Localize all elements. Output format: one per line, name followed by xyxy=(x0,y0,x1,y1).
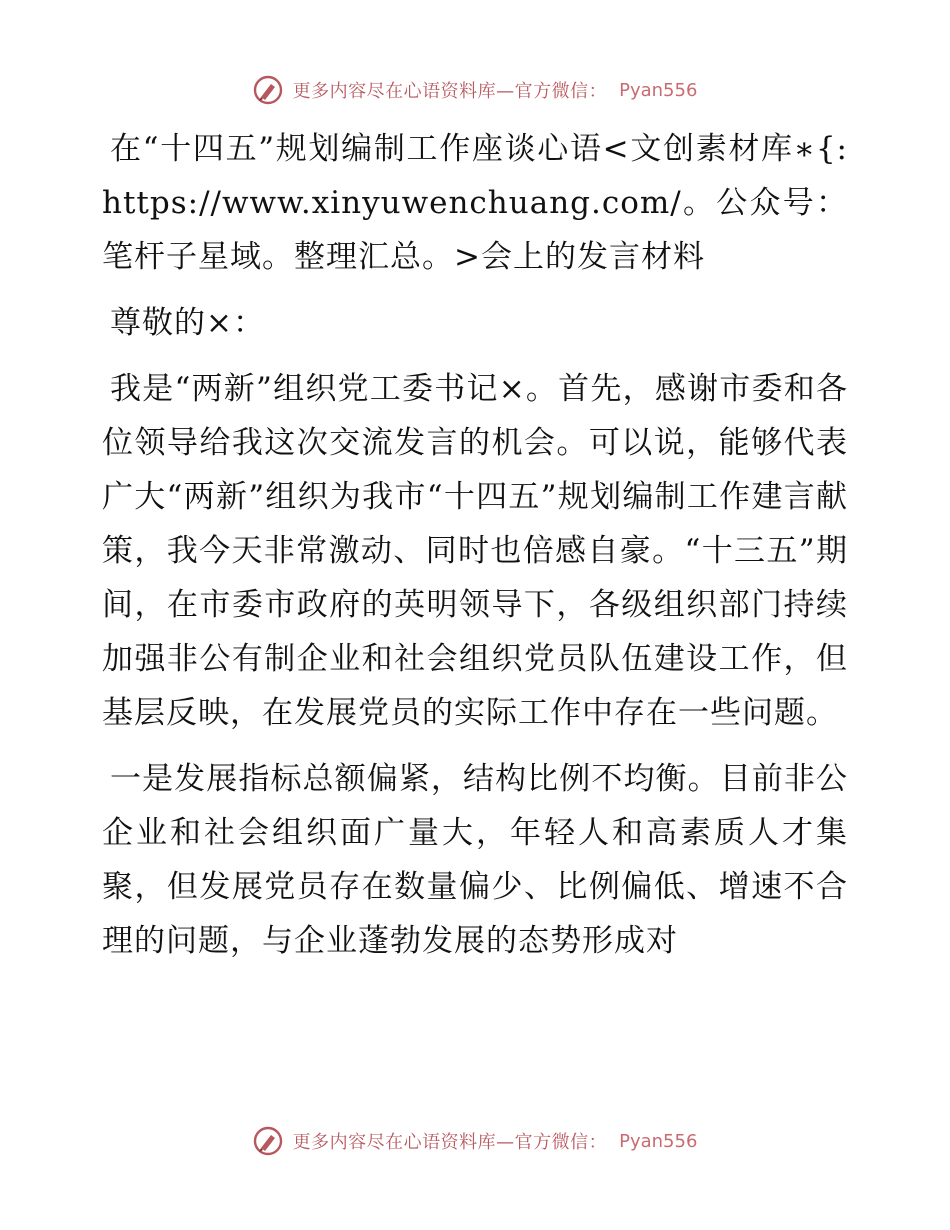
watermark-footer xyxy=(0,1121,950,1161)
pen-logo-icon xyxy=(253,75,283,105)
document-body xyxy=(102,122,848,968)
paragraph: 一是发展指标总额偏紧，结构比例不均衡。目前非公企业和社会组织面广量大，年轻人和高素质人才集聚，但发展党员存在数量偏少、比例偏低、增速不合理的问题，与企业蓬勃发展的态势形成对 xyxy=(102,761,848,959)
watermark-wechat-id: Pyan556 xyxy=(619,79,698,101)
watermark-text: 更多内容尽在心语资料库—官方微信： xyxy=(292,1132,608,1153)
paragraph: 我是“两新”组织党工委书记×。首先，感谢市委和各位领导给我这次交流发言的机会。可以说，能够代表广大“两新”组织为我市“十四五”规划编制工作建言献策，我今天非常激动、同时也倍感自豪。“十三五”期间，在市委市政府的英明领导下，各级组织部门持续加强非公有制企业和社会组织党员队伍建设工作，但基层反映，在发展党员的实际工作中存在一些问题。 xyxy=(102,371,848,731)
watermark-header xyxy=(0,70,950,110)
greeting: 尊敬的×： xyxy=(110,305,265,341)
document-title: 在“十四五”规划编制工作座谈心语<文创素材库∗{: https://www.xinyuwenchuang.com/。公众号：笔杆子星域。整理汇总。>会上的发言材料 xyxy=(102,131,848,275)
watermark-text: 更多内容尽在心语资料库—官方微信： xyxy=(292,81,608,102)
watermark-wechat-id: Pyan556 xyxy=(619,1130,698,1152)
pen-logo-icon xyxy=(253,1126,283,1156)
